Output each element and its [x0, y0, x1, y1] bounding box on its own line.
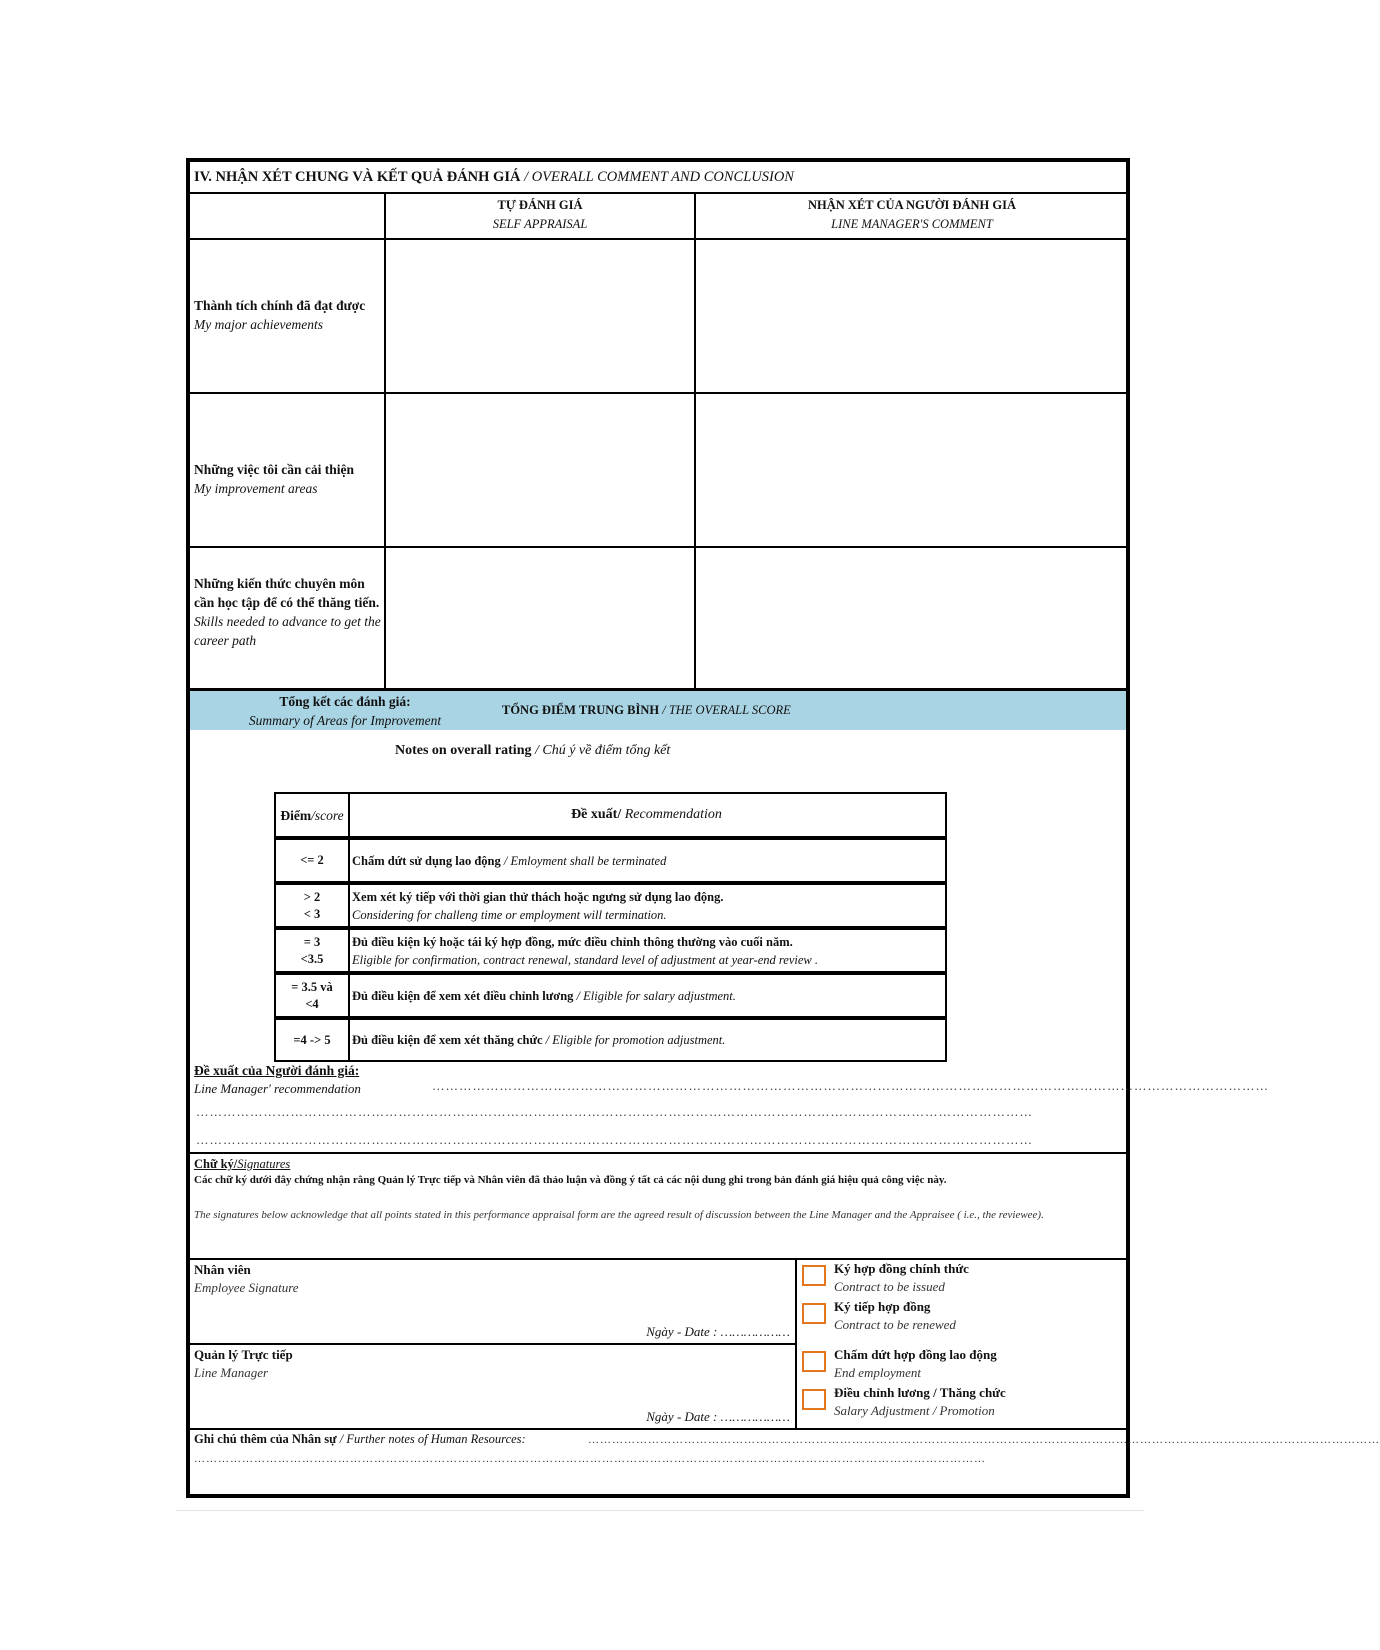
col-header-manager [698, 194, 1126, 238]
header-score-b: Điểm [280, 807, 312, 823]
header-recommendation [352, 794, 941, 836]
checkbox-contract-issued[interactable] [802, 1265, 826, 1286]
rec-vi: Đủ điều kiện ký hoặc tái ký hợp đồng, mức điều chỉnh thông thường vào cuối năm. [352, 934, 793, 949]
score-row [274, 1018, 947, 1062]
score-value: = 3 <3.5 [276, 930, 350, 971]
score-table [274, 792, 947, 1062]
self-improvement-input[interactable] [387, 394, 693, 546]
hr-notes-vi: Ghi chú thêm của Nhân sự [194, 1432, 337, 1446]
divider [190, 1343, 796, 1345]
row-label-vi: Thành tích chính đã đạt được [194, 298, 366, 313]
col-header-self-vi: TỰ ĐÁNH GIÁ [497, 198, 583, 212]
hr-notes-line-2[interactable]: ……………………………………………………………………………………………………………………………………………………………………………… [194, 1453, 986, 1465]
score-value: = 3.5 và <4 [276, 975, 350, 1016]
recommendation-line-3[interactable]: …………………………………………………………………………………………………………………………………………………………………… [196, 1133, 1033, 1147]
checkbox-contract-renewed[interactable] [802, 1303, 826, 1324]
section-title-en: / OVERALL COMMENT AND CONCLUSION [520, 169, 794, 185]
manager-achievements-input[interactable] [697, 240, 1125, 392]
rec-vi: Chấm dứt sử dụng lao động [352, 853, 501, 868]
row-label-en: My major achievements [194, 317, 323, 332]
hr-notes-label [194, 1430, 526, 1448]
rec-en: Eligible for confirmation, contract renewal, standard level of adjustment at year-end review . [352, 952, 818, 967]
col-header-manager-en: LINE MANAGER'S COMMENT [831, 217, 993, 231]
divider [384, 192, 386, 688]
recommendation-line-2[interactable]: …………………………………………………………………………………………………………………………………………………………………… [196, 1105, 1033, 1119]
summary-label-en: Summary of Areas for Improvement [248, 713, 442, 728]
summary-label [190, 692, 500, 730]
overall-score-en: / THE OVERALL SCORE [659, 703, 791, 717]
score-row [274, 973, 947, 1018]
option-label-vi: Chấm dứt hợp đồng lao động [834, 1347, 997, 1362]
notes-title [395, 740, 895, 762]
option-label-en: Contract to be renewed [834, 1317, 956, 1332]
score-value: <= 2 [276, 840, 350, 881]
score-recommendation [352, 930, 941, 971]
header-score-i: /score [311, 807, 344, 823]
summary-label-vi: Tổng kết các đánh giá: [279, 694, 411, 709]
score-table-header [274, 792, 947, 838]
score-value: > 2 < 3 [276, 885, 350, 926]
recommendation-subtitle: Line Manager' recommendation [194, 1081, 361, 1096]
hr-notes-line-1[interactable]: ……………………………………………………………………………………………………………………………………………………………………………… [588, 1434, 1380, 1446]
manager-label-en: Line Manager [194, 1365, 269, 1380]
signatures-title [194, 1156, 594, 1172]
score-row [274, 838, 947, 883]
appraisal-form [186, 158, 1380, 1498]
option-label-en: End employment [834, 1365, 922, 1380]
manager-skills-input[interactable] [697, 548, 1125, 688]
row-skills-label [194, 574, 382, 650]
rec-en: / Emloyment shall be terminated [500, 853, 667, 868]
row-achievements-label [194, 296, 382, 334]
option-label-vi: Ký hợp đồng chính thức [834, 1261, 969, 1276]
score-row [274, 883, 947, 928]
manager-improvement-input[interactable] [697, 394, 1125, 546]
score-row [274, 928, 947, 973]
overall-score-label [502, 700, 1062, 720]
score-recommendation [352, 975, 941, 1016]
rec-vi: Đủ điều kiện để xem xét điều chỉnh lương [352, 988, 574, 1003]
section-title [194, 164, 1114, 190]
option-label-en: Salary Adjustment / Promotion [834, 1403, 995, 1418]
notes-title-i: / Chú ý về điểm tổng kết [531, 743, 671, 758]
col-header-self-en: SELF APPRAISAL [492, 217, 588, 231]
checkbox-salary-adjustment[interactable] [802, 1389, 826, 1410]
employee-label-vi: Nhân viên [194, 1262, 251, 1277]
manager-date[interactable]: Ngày - Date : ……………… [646, 1409, 790, 1424]
col-header-manager-vi: NHẬN XÉT CỦA NGƯỜI ĐÁNH GIÁ [807, 198, 1016, 212]
row-label-vi: Những việc tôi cần cải thiện [194, 462, 354, 477]
score-recommendation [352, 1020, 941, 1060]
checkbox-end-employment[interactable] [802, 1351, 826, 1372]
overall-score-vi: TỔNG ĐIỂM TRUNG BÌNH [502, 703, 660, 717]
row-label-en: Skills needed to advance to get the career path [194, 614, 381, 648]
rec-vi: Đủ điều kiện để xem xét thăng chức [352, 1033, 543, 1047]
option-label-vi: Điều chỉnh lương / Thăng chức [834, 1385, 1006, 1400]
col-header-self [386, 194, 694, 238]
header-score [276, 794, 350, 836]
score-recommendation [352, 840, 941, 881]
notes-title-b: Notes on overall rating [395, 743, 532, 758]
option-label-vi: Ký tiếp hợp đồng [834, 1299, 931, 1314]
manager-label-vi: Quản lý Trực tiếp [194, 1347, 293, 1362]
divider [190, 1152, 1126, 1154]
row-label-vi: Những kiến thức chuyên môn cần học tập để có thể thăng tiến. [194, 576, 380, 610]
employee-label-en: Employee Signature [194, 1280, 299, 1295]
row-improvement-label [194, 460, 382, 498]
header-rec-b: Đề xuất/ [571, 807, 622, 822]
employee-date[interactable]: Ngày - Date : ……………… [646, 1324, 790, 1339]
option-label-en: Contract to be issued [834, 1279, 945, 1294]
recommendation-line-1[interactable]: …………………………………………………………………………………………………………………………………………………………………… [432, 1079, 1269, 1093]
page-edge [176, 1510, 1144, 1511]
signatures-title-b: Chữ ký/ [194, 1157, 238, 1171]
row-label-en: My improvement areas [194, 481, 318, 496]
self-skills-input[interactable] [387, 548, 693, 688]
self-achievements-input[interactable] [387, 240, 693, 392]
rec-vi: Xem xét ký tiếp với thời gian thử thách hoặc ngưng sử dụng lao động. [352, 889, 724, 904]
signatures-text-vi: Các chữ ký dưới đây chứng nhận rằng Quản lý Trực tiếp và Nhân viên đã thảo luận và đồng ý tất cả các nội dung ghi trong bản đánh giá hiệu quả công việc này. [194, 1174, 947, 1186]
signatures-title-i: Signatures [237, 1157, 291, 1171]
rec-en: / Eligible for salary adjustment. [573, 988, 736, 1003]
hr-notes-en: / Further notes of Human Resources: [336, 1432, 526, 1446]
divider [190, 1258, 1126, 1260]
rec-en: Considering for challeng time or employment will termination. [352, 907, 667, 922]
recommendation-title: Đề xuất của Người đánh giá: [194, 1063, 360, 1078]
rec-en: / Eligible for promotion adjustment. [542, 1033, 726, 1047]
header-rec-i: Recommendation [621, 807, 722, 822]
section-title-vi: IV. NHẬN XÉT CHUNG VÀ KẾT QUẢ ĐÁNH GIÁ [194, 169, 521, 185]
score-value: =4 -> 5 [276, 1020, 350, 1060]
score-recommendation [352, 885, 941, 926]
signatures-text-en: The signatures below acknowledge that all points stated in this performance appraisal form are the agreed result of discussion between the Line Manager and the Appraisee ( i.e., the reviewee). [194, 1209, 1044, 1221]
divider [694, 192, 696, 688]
